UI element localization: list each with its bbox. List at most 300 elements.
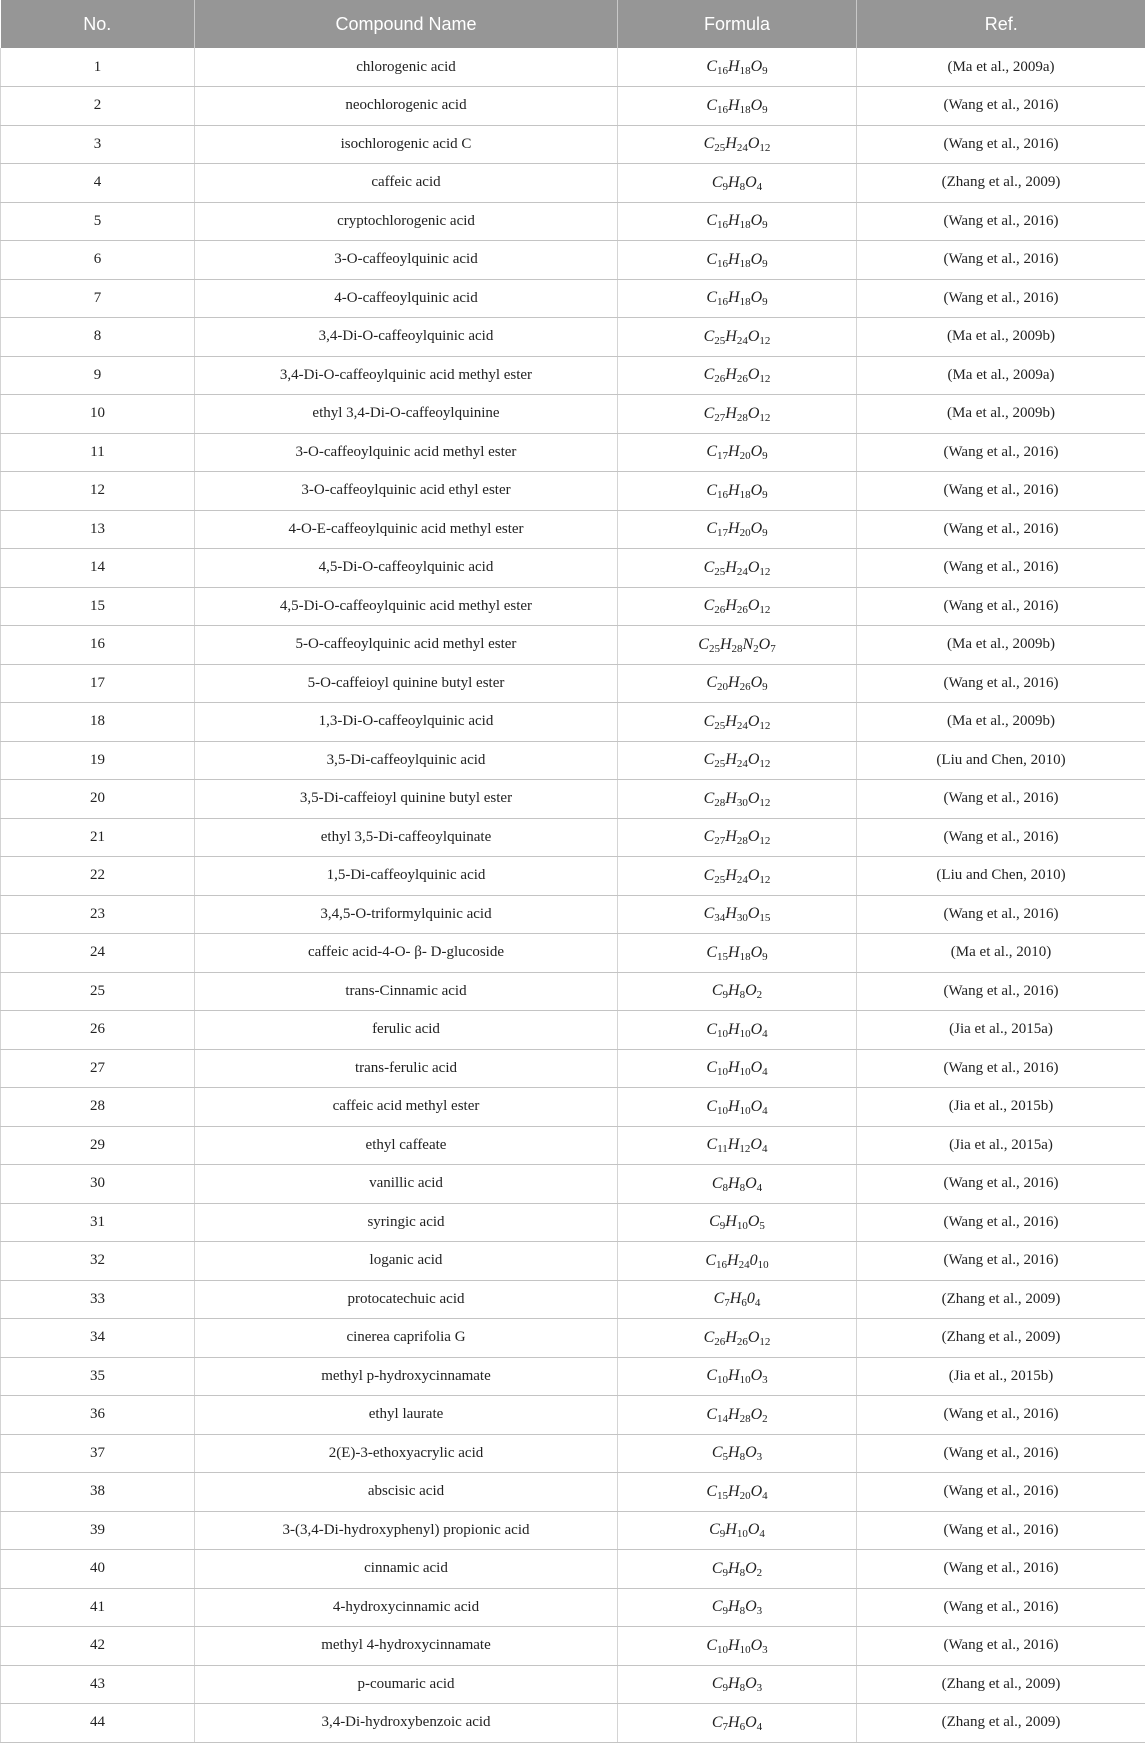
formula-count: 16 [717,258,728,270]
formula-element: C [712,174,723,191]
cell-compound-name: 3,4-Di-hydroxybenzoic acid [195,1704,618,1743]
cell-compound-name: loganic acid [195,1242,618,1281]
formula-count: 16 [717,296,728,308]
formula-element: O [745,1675,757,1692]
formula-count: 10 [758,1259,769,1271]
cell-no: 24 [1,934,195,973]
formula-element: C [712,1598,723,1615]
formula-element: C [712,1675,723,1692]
formula-count: 4 [755,1297,761,1309]
formula-count: 28 [737,412,748,424]
formula-count: 12 [759,797,770,809]
cell-no: 14 [1,549,195,588]
formula-element: C [706,674,717,691]
cell-no: 13 [1,510,195,549]
cell-compound-name: 4,5-Di-O-caffeoylquinic acid [195,549,618,588]
cell-compound-name: ethyl caffeate [195,1126,618,1165]
cell-ref: (Ma et al., 2009b) [857,395,1145,434]
formula-element: C [709,1213,720,1230]
formula-count: 12 [759,412,770,424]
formula-count: 28 [740,1413,751,1425]
formula-count: 25 [714,566,725,578]
formula-element: O [748,1329,760,1346]
formula-count: 4 [762,1143,768,1155]
table-row [1,703,1145,742]
cell-compound-name: cinerea caprifolia G [195,1319,618,1358]
cell-formula [618,587,857,626]
formula-count: 26 [714,373,725,385]
formula-count: 18 [740,258,751,270]
cell-compound-name: 4-hydroxycinnamic acid [195,1588,618,1627]
cell-formula [618,818,857,857]
cell-no: 15 [1,587,195,626]
formula-element: H [727,1252,739,1269]
cell-ref: (Wang et al., 2016) [857,510,1145,549]
formula-count: 18 [740,296,751,308]
formula-count: 11 [717,1143,728,1155]
table-row [1,1473,1145,1512]
formula-element: O [748,905,760,922]
formula-element: O [748,751,760,768]
formula-count: 9 [720,1528,726,1540]
formula-count: 9 [723,1682,729,1694]
formula-element: C [706,1406,717,1423]
formula-element: C [714,1290,725,1307]
table-row [1,1088,1145,1127]
formula-element: H [725,328,737,345]
cell-no: 32 [1,1242,195,1281]
formula-count: 26 [737,604,748,616]
cell-formula [618,549,857,588]
cell-no: 3 [1,125,195,164]
cell-formula [618,125,857,164]
formula-count: 16 [717,104,728,116]
table-row [1,87,1145,126]
cell-compound-name: 5-O-caffeoylquinic acid methyl ester [195,626,618,665]
table-row [1,1665,1145,1704]
cell-formula [618,1704,857,1743]
formula-element: H [728,1136,740,1153]
table-header [1,0,1145,48]
formula-count: 12 [759,566,770,578]
formula-count: 8 [740,1682,746,1694]
formula-count: 9 [762,681,768,693]
formula-element: C [704,713,715,730]
formula-element: O [751,944,763,961]
cell-ref: (Ma et al., 2010) [857,934,1145,973]
cell-no: 31 [1,1203,195,1242]
formula-element: O [751,97,763,114]
cell-formula [618,857,857,896]
cell-ref: (Wang et al., 2016) [857,972,1145,1011]
formula-element: C [706,944,717,961]
formula-element: H [728,982,740,999]
formula-element: O [745,1175,757,1192]
cell-formula [618,703,857,742]
formula-element: O [751,1483,763,1500]
formula-count: 6 [740,1721,746,1733]
formula-element: H [725,1329,737,1346]
formula-count: 28 [714,797,725,809]
cell-ref: (Wang et al., 2016) [857,279,1145,318]
cell-no: 8 [1,318,195,357]
table-row [1,895,1145,934]
formula-count: 8 [740,1605,746,1617]
formula-count: 24 [737,874,748,886]
cell-formula [618,1665,857,1704]
table-row [1,1511,1145,1550]
formula-count: 24 [737,720,748,732]
cell-formula [618,318,857,357]
cell-formula [618,1203,857,1242]
formula-count: 10 [737,1528,748,1540]
formula-count: 10 [737,1220,748,1232]
formula-count: 9 [762,450,768,462]
formula-count: 18 [740,951,751,963]
formula-element: 0 [750,1252,758,1269]
cell-ref: (Wang et al., 2016) [857,125,1145,164]
formula-element: C [704,790,715,807]
cell-ref: (Ma et al., 2009b) [857,626,1145,665]
formula-element: C [704,328,715,345]
formula-element: O [759,636,771,653]
formula-element: H [728,251,740,268]
formula-element: H [725,905,737,922]
table-row [1,279,1145,318]
formula-element: C [706,1483,717,1500]
cell-ref: (Wang et al., 2016) [857,1396,1145,1435]
table-row [1,587,1145,626]
cell-compound-name: 1,3-Di-O-caffeoylquinic acid [195,703,618,742]
cell-compound-name: 3-O-caffeoylquinic acid [195,241,618,280]
cell-no: 37 [1,1434,195,1473]
cell-formula [618,1280,857,1319]
formula-element: H [725,790,737,807]
cell-ref: (Ma et al., 2009b) [857,318,1145,357]
formula-count: 26 [714,1336,725,1348]
table-row [1,1242,1145,1281]
formula-count: 6 [741,1297,747,1309]
formula-element: C [706,251,717,268]
formula-count: 8 [740,1567,746,1579]
cell-formula [618,1434,857,1473]
cell-formula [618,1088,857,1127]
formula-count: 9 [720,1220,726,1232]
formula-count: 28 [732,643,743,655]
formula-element: O [751,289,763,306]
cell-compound-name: 4,5-Di-O-caffeoylquinic acid methyl ester [195,587,618,626]
cell-ref: (Ma et al., 2009b) [857,703,1145,742]
formula-element: H [728,1406,740,1423]
cell-compound-name: 2(E)-3-ethoxyacrylic acid [195,1434,618,1473]
cell-no: 40 [1,1550,195,1589]
cell-formula [618,1242,857,1281]
formula-element: H [725,559,737,576]
cell-ref: (Wang et al., 2016) [857,241,1145,280]
formula-count: 10 [740,1066,751,1078]
cell-no: 21 [1,818,195,857]
formula-count: 9 [762,258,768,270]
formula-count: 16 [716,1259,727,1271]
cell-ref: (Zhang et al., 2009) [857,1665,1145,1704]
cell-compound-name: cinnamic acid [195,1550,618,1589]
formula-element: C [705,1252,716,1269]
formula-element: H [730,1290,742,1307]
cell-formula [618,1473,857,1512]
formula-count: 10 [740,1105,751,1117]
table-row [1,1011,1145,1050]
cell-formula [618,895,857,934]
formula-element: C [712,1175,723,1192]
formula-count: 25 [714,335,725,347]
formula-element: C [712,1560,723,1577]
cell-formula [618,1357,857,1396]
cell-no: 29 [1,1126,195,1165]
formula-count: 15 [717,951,728,963]
cell-formula [618,164,857,203]
table-row [1,1588,1145,1627]
cell-no: 17 [1,664,195,703]
cell-formula [618,934,857,973]
formula-count: 12 [759,604,770,616]
table-row [1,972,1145,1011]
formula-count: 18 [740,104,751,116]
table-row [1,125,1145,164]
formula-element: H [725,405,737,422]
formula-count: 26 [737,1336,748,1348]
cell-formula [618,1550,857,1589]
formula-element: C [704,405,715,422]
cell-ref: (Wang et al., 2016) [857,780,1145,819]
table-row [1,472,1145,511]
cell-formula [618,433,857,472]
cell-compound-name: p-coumaric acid [195,1665,618,1704]
formula-count: 16 [717,65,728,77]
table-row [1,1165,1145,1204]
table-row [1,1357,1145,1396]
table-row [1,318,1145,357]
formula-element: H [725,597,737,614]
formula-element: C [706,1367,717,1384]
formula-element: H [728,1483,740,1500]
cell-no: 10 [1,395,195,434]
formula-element: H [728,174,740,191]
formula-count: 12 [759,1336,770,1348]
cell-no: 36 [1,1396,195,1435]
table-row [1,356,1145,395]
cell-no: 7 [1,279,195,318]
formula-element: O [748,597,760,614]
formula-count: 10 [740,1028,751,1040]
table-row [1,934,1145,973]
formula-element: H [728,1098,740,1115]
formula-element: O [751,251,763,268]
formula-count: 17 [717,450,728,462]
formula-count: 2 [757,989,763,1001]
cell-formula [618,664,857,703]
formula-element: O [751,674,763,691]
formula-count: 26 [714,604,725,616]
formula-count: 28 [737,835,748,847]
formula-element: C [698,636,709,653]
formula-count: 8 [740,1451,746,1463]
cell-ref: (Wang et al., 2016) [857,87,1145,126]
formula-count: 8 [740,181,746,193]
table-row [1,818,1145,857]
cell-compound-name: ferulic acid [195,1011,618,1050]
cell-compound-name: ethyl laurate [195,1396,618,1435]
cell-compound-name: 4-O-E-caffeoylquinic acid methyl ester [195,510,618,549]
header-no: No. [1,0,195,48]
cell-no: 23 [1,895,195,934]
table-body [1,48,1145,1742]
formula-count: 25 [714,720,725,732]
formula-element: C [706,443,717,460]
table-row [1,1280,1145,1319]
formula-element: C [704,867,715,884]
formula-count: 10 [717,1028,728,1040]
formula-element: H [728,1367,740,1384]
formula-count: 4 [762,1490,768,1502]
cell-compound-name: neochlorogenic acid [195,87,618,126]
cell-no: 2 [1,87,195,126]
formula-element: O [745,174,757,191]
cell-ref: (Wang et al., 2016) [857,587,1145,626]
table-row [1,241,1145,280]
cell-no: 25 [1,972,195,1011]
table-row [1,1550,1145,1589]
cell-formula [618,1165,857,1204]
cell-formula [618,395,857,434]
cell-ref: (Wang et al., 2016) [857,1242,1145,1281]
formula-element: C [712,1714,723,1731]
formula-count: 3 [757,1682,763,1694]
cell-no: 30 [1,1165,195,1204]
cell-formula [618,1396,857,1435]
cell-ref: (Ma et al., 2009a) [857,48,1145,87]
formula-element: O [751,1637,763,1654]
table-row [1,48,1145,87]
formula-count: 12 [759,720,770,732]
cell-formula [618,87,857,126]
formula-element: C [712,1444,723,1461]
formula-element: O [748,328,760,345]
table-row [1,202,1145,241]
formula-count: 17 [717,527,728,539]
formula-count: 24 [737,335,748,347]
formula-count: 9 [723,1605,729,1617]
cell-no: 39 [1,1511,195,1550]
formula-element: C [704,366,715,383]
cell-compound-name: caffeic acid methyl ester [195,1088,618,1127]
formula-element: C [706,1098,717,1115]
formula-element: H [728,482,740,499]
table-row [1,857,1145,896]
cell-no: 19 [1,741,195,780]
cell-formula [618,510,857,549]
formula-element: H [728,1598,740,1615]
cell-no: 41 [1,1588,195,1627]
formula-element: O [751,1059,763,1076]
formula-element: O [751,58,763,75]
formula-element: O [745,1560,757,1577]
formula-element: O [748,790,760,807]
cell-no: 33 [1,1280,195,1319]
formula-element: O [751,1098,763,1115]
formula-count: 15 [759,912,770,924]
formula-count: 3 [757,1605,763,1617]
cell-compound-name: 3-(3,4-Di-hydroxyphenyl) propionic acid [195,1511,618,1550]
formula-element: C [704,751,715,768]
cell-no: 28 [1,1088,195,1127]
cell-compound-name: methyl 4-hydroxycinnamate [195,1627,618,1666]
formula-element: H [725,867,737,884]
cell-formula [618,1011,857,1050]
formula-count: 10 [740,1374,751,1386]
formula-count: 4 [759,1528,765,1540]
cell-no: 9 [1,356,195,395]
formula-count: 9 [762,951,768,963]
formula-count: 24 [737,142,748,154]
formula-count: 10 [740,1644,751,1656]
cell-ref: (Wang et al., 2016) [857,1434,1145,1473]
formula-element: H [725,713,737,730]
formula-element: H [728,58,740,75]
formula-element: H [728,1059,740,1076]
table-row [1,1126,1145,1165]
cell-ref: (Zhang et al., 2009) [857,164,1145,203]
formula-element: H [725,135,737,152]
formula-element: N [743,636,754,653]
formula-element: H [725,366,737,383]
cell-no: 35 [1,1357,195,1396]
formula-count: 3 [762,1644,768,1656]
formula-element: 0 [747,1290,755,1307]
formula-element: C [706,520,717,537]
header-ref: Ref. [857,0,1145,48]
cell-ref: (Jia et al., 2015b) [857,1357,1145,1396]
cell-formula [618,472,857,511]
table-row [1,1627,1145,1666]
formula-count: 16 [717,219,728,231]
formula-element: C [706,1021,717,1038]
formula-element: C [704,1329,715,1346]
formula-element: H [728,674,740,691]
cell-compound-name: abscisic acid [195,1473,618,1512]
cell-ref: (Ma et al., 2009a) [857,356,1145,395]
table-row [1,780,1145,819]
formula-element: H [728,443,740,460]
formula-count: 25 [714,142,725,154]
formula-element: H [728,1021,740,1038]
formula-count: 8 [740,989,746,1001]
formula-element: H [728,1637,740,1654]
formula-count: 4 [757,1182,763,1194]
formula-element: H [725,1213,737,1230]
formula-count: 9 [762,296,768,308]
cell-compound-name: trans-Cinnamic acid [195,972,618,1011]
cell-compound-name: trans-ferulic acid [195,1049,618,1088]
formula-element: C [706,289,717,306]
cell-ref: (Wang et al., 2016) [857,549,1145,588]
cell-compound-name: 5-O-caffeioyl quinine butyl ester [195,664,618,703]
cell-ref: (Liu and Chen, 2010) [857,857,1145,896]
cell-formula [618,1049,857,1088]
formula-element: O [751,1406,763,1423]
formula-element: H [728,1175,740,1192]
formula-count: 25 [714,758,725,770]
formula-count: 24 [737,566,748,578]
